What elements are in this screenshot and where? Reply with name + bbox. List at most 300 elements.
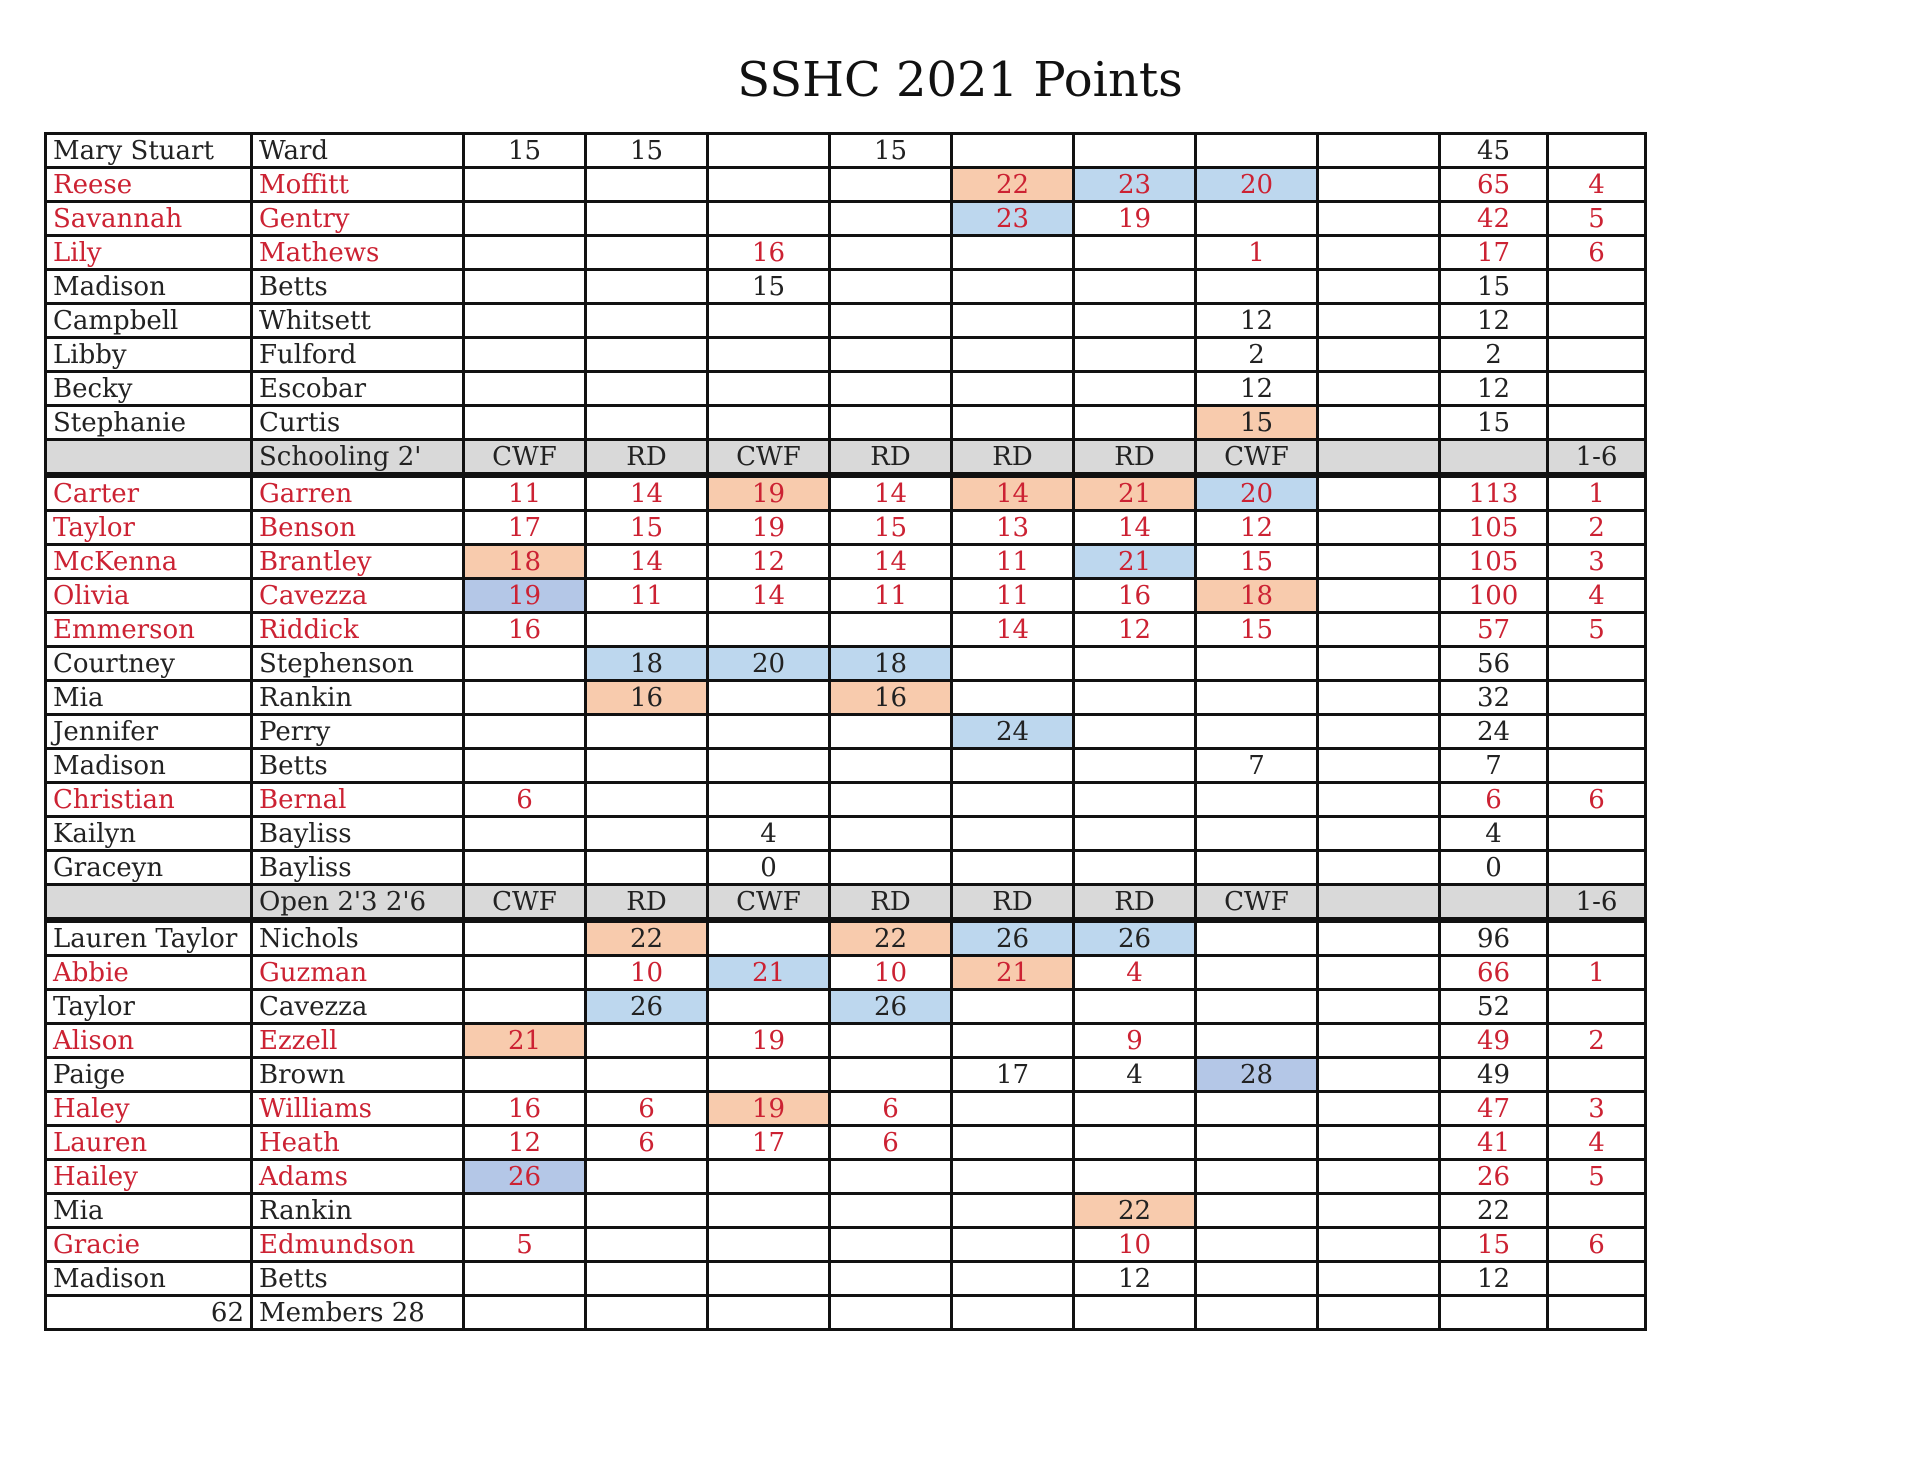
show-points-cell: 21 — [464, 1024, 586, 1058]
show-points-cell: 14 — [830, 475, 952, 511]
show-points-cell — [952, 749, 1074, 783]
first-name-cell: Madison — [46, 749, 252, 783]
show-points-cell: 7 — [1196, 749, 1318, 783]
rank-cell: 1 — [1548, 956, 1646, 990]
show-points-cell — [464, 372, 586, 406]
show-points-cell: 15 — [708, 270, 830, 304]
show-points-cell: 21 — [1074, 545, 1196, 579]
show-points-cell — [708, 920, 830, 956]
show-points-cell — [464, 990, 586, 1024]
show-points-cell — [1196, 1296, 1318, 1330]
rank-cell: 5 — [1548, 202, 1646, 236]
show-points-cell: 15 — [830, 134, 952, 168]
rank-cell: 2 — [1548, 1024, 1646, 1058]
show-points-cell: 6 — [464, 783, 586, 817]
show-points-cell — [586, 202, 708, 236]
last-name-cell: Mathews — [252, 236, 464, 270]
show-points-cell — [708, 783, 830, 817]
show-points-cell: 16 — [830, 681, 952, 715]
show-points-cell: 26 — [1074, 920, 1196, 956]
rank-cell: 5 — [1548, 1160, 1646, 1194]
show-points-cell: 20 — [708, 647, 830, 681]
first-name-cell: Lily — [46, 236, 252, 270]
rank-cell — [1548, 749, 1646, 783]
show-points-cell: 18 — [1196, 579, 1318, 613]
last-name-cell: Heath — [252, 1126, 464, 1160]
first-name-cell: Reese — [46, 168, 252, 202]
last-name-cell: Bernal — [252, 783, 464, 817]
first-name-cell: Taylor — [46, 511, 252, 545]
show-points-cell — [586, 613, 708, 647]
show-points-cell: 16 — [708, 236, 830, 270]
show-points-cell — [830, 1058, 952, 1092]
show-points-cell — [586, 1058, 708, 1092]
show-points-cell: 19 — [708, 1092, 830, 1126]
rank-cell: 2 — [1548, 511, 1646, 545]
show-points-cell — [830, 338, 952, 372]
show-points-cell: 26 — [464, 1160, 586, 1194]
show-points-cell: 9 — [1074, 1024, 1196, 1058]
show-points-cell: 24 — [952, 715, 1074, 749]
total-points-cell: 24 — [1440, 715, 1548, 749]
total-points-cell: 65 — [1440, 168, 1548, 202]
rank-cell — [1548, 1296, 1646, 1330]
show-points-cell: 11 — [952, 545, 1074, 579]
show-points-cell: 10 — [1074, 1228, 1196, 1262]
show-type-cell: CWF — [708, 885, 830, 921]
show-points-cell — [586, 338, 708, 372]
total-points-cell: 12 — [1440, 304, 1548, 338]
show-points-cell: 0 — [708, 851, 830, 885]
show-points-cell: 15 — [1196, 613, 1318, 647]
show-points-cell — [464, 920, 586, 956]
show-points-cell — [1318, 1092, 1440, 1126]
total-points-cell: 52 — [1440, 990, 1548, 1024]
rider-row — [46, 749, 1646, 783]
show-points-cell: 26 — [830, 990, 952, 1024]
show-points-cell — [952, 990, 1074, 1024]
show-points-cell — [586, 817, 708, 851]
rider-row — [46, 1024, 1646, 1058]
first-name-cell: Kailyn — [46, 817, 252, 851]
rank-cell — [1548, 920, 1646, 956]
last-name-cell: Bayliss — [252, 851, 464, 885]
show-points-cell — [464, 202, 586, 236]
show-points-cell: 14 — [586, 545, 708, 579]
show-points-cell — [1318, 681, 1440, 715]
rider-row — [46, 338, 1646, 372]
last-name-cell: Perry — [252, 715, 464, 749]
show-points-cell — [464, 304, 586, 338]
show-points-cell — [586, 749, 708, 783]
show-points-cell — [586, 1024, 708, 1058]
show-points-cell — [464, 1262, 586, 1296]
show-points-cell — [586, 372, 708, 406]
show-points-cell — [952, 236, 1074, 270]
total-points-cell: 49 — [1440, 1058, 1548, 1092]
show-points-cell — [1074, 681, 1196, 715]
page-title: SSHC 2021 Points — [737, 52, 1183, 108]
show-points-cell: 14 — [1074, 511, 1196, 545]
show-points-cell — [1318, 1160, 1440, 1194]
show-points-cell — [1196, 1024, 1318, 1058]
last-name-cell: Williams — [252, 1092, 464, 1126]
show-points-cell — [1318, 304, 1440, 338]
section-header-row — [46, 440, 1646, 476]
show-points-cell: 10 — [586, 956, 708, 990]
first-name-cell: Jennifer — [46, 715, 252, 749]
show-points-cell: 11 — [830, 579, 952, 613]
show-points-cell: 6 — [830, 1126, 952, 1160]
show-points-cell — [464, 956, 586, 990]
show-points-cell: 21 — [1074, 475, 1196, 511]
show-points-cell — [1074, 817, 1196, 851]
show-points-cell — [1196, 1228, 1318, 1262]
show-points-cell: 16 — [464, 1092, 586, 1126]
show-points-cell — [830, 715, 952, 749]
rider-row — [46, 304, 1646, 338]
show-points-cell — [952, 338, 1074, 372]
show-points-cell — [586, 406, 708, 440]
show-points-cell — [1318, 749, 1440, 783]
show-type-cell — [1318, 440, 1440, 476]
first-name-cell: Taylor — [46, 990, 252, 1024]
show-points-cell: 21 — [952, 956, 1074, 990]
total-points-cell: 15 — [1440, 406, 1548, 440]
show-points-cell — [708, 1058, 830, 1092]
rider-row — [46, 647, 1646, 681]
show-type-cell: CWF — [1196, 440, 1318, 476]
show-type-cell: CWF — [464, 885, 586, 921]
show-points-cell — [1196, 1160, 1318, 1194]
total-points-cell: 26 — [1440, 1160, 1548, 1194]
total-points-cell: 105 — [1440, 511, 1548, 545]
show-points-cell — [586, 270, 708, 304]
show-points-cell — [1318, 990, 1440, 1024]
total-points-cell: 57 — [1440, 613, 1548, 647]
first-name-cell: Mary Stuart — [46, 134, 252, 168]
show-points-cell — [1318, 1024, 1440, 1058]
first-name-cell: Alison — [46, 1024, 252, 1058]
rank-cell: 1-6 — [1548, 440, 1646, 476]
show-points-cell — [464, 406, 586, 440]
rank-cell — [1548, 372, 1646, 406]
total-points-cell: 15 — [1440, 270, 1548, 304]
show-points-cell: 19 — [464, 579, 586, 613]
show-points-cell — [830, 406, 952, 440]
rank-cell: 5 — [1548, 613, 1646, 647]
show-points-cell — [1074, 304, 1196, 338]
show-points-cell: 11 — [586, 579, 708, 613]
last-name-cell: Nichols — [252, 920, 464, 956]
show-points-cell — [1074, 647, 1196, 681]
show-points-cell — [1318, 715, 1440, 749]
show-points-cell — [952, 681, 1074, 715]
show-points-cell — [830, 783, 952, 817]
show-points-cell: 10 — [830, 956, 952, 990]
show-points-cell — [1318, 1126, 1440, 1160]
rider-row — [46, 1160, 1646, 1194]
show-points-cell: 19 — [708, 511, 830, 545]
rider-row — [46, 817, 1646, 851]
show-points-cell: 12 — [464, 1126, 586, 1160]
show-points-cell: 4 — [1074, 956, 1196, 990]
show-points-cell: 6 — [586, 1126, 708, 1160]
last-name-cell: Betts — [252, 270, 464, 304]
total-points-cell: 4 — [1440, 817, 1548, 851]
last-name-cell: Cavezza — [252, 990, 464, 1024]
first-name-cell: Libby — [46, 338, 252, 372]
footer-row — [46, 1296, 1646, 1330]
show-points-cell — [952, 372, 1074, 406]
show-points-cell — [1318, 1296, 1440, 1330]
show-points-cell: 12 — [1074, 1262, 1196, 1296]
rank-cell — [1548, 851, 1646, 885]
show-points-cell — [586, 783, 708, 817]
show-points-cell: 26 — [586, 990, 708, 1024]
rank-cell: 3 — [1548, 1092, 1646, 1126]
show-points-cell — [1074, 1126, 1196, 1160]
show-points-cell — [1196, 1262, 1318, 1296]
show-points-cell — [952, 1092, 1074, 1126]
show-points-cell — [830, 270, 952, 304]
show-points-cell — [1196, 851, 1318, 885]
rider-row — [46, 1194, 1646, 1228]
show-points-cell — [708, 304, 830, 338]
first-name-cell: Becky — [46, 372, 252, 406]
last-name-cell: Adams — [252, 1160, 464, 1194]
show-points-cell: 16 — [586, 681, 708, 715]
first-name-cell: Abbie — [46, 956, 252, 990]
show-points-cell: 14 — [830, 545, 952, 579]
rider-row — [46, 681, 1646, 715]
show-points-cell — [1318, 783, 1440, 817]
rider-row — [46, 236, 1646, 270]
show-points-cell — [1318, 202, 1440, 236]
total-points-cell — [1440, 885, 1548, 921]
rank-cell — [1548, 1194, 1646, 1228]
show-points-cell — [952, 1296, 1074, 1330]
total-points-cell: 22 — [1440, 1194, 1548, 1228]
first-name-cell: Madison — [46, 1262, 252, 1296]
rank-cell: 6 — [1548, 1228, 1646, 1262]
show-points-cell — [464, 338, 586, 372]
show-points-cell — [1318, 920, 1440, 956]
show-points-cell: 12 — [1074, 613, 1196, 647]
total-points-cell: 49 — [1440, 1024, 1548, 1058]
show-points-cell — [952, 783, 1074, 817]
show-points-cell: 16 — [1074, 579, 1196, 613]
show-points-cell: 13 — [952, 511, 1074, 545]
total-points-cell — [1440, 440, 1548, 476]
show-points-cell — [1074, 372, 1196, 406]
rider-row — [46, 270, 1646, 304]
last-name-cell: Betts — [252, 1262, 464, 1296]
show-points-cell — [1196, 681, 1318, 715]
show-points-cell — [1074, 338, 1196, 372]
last-name-cell: Riddick — [252, 613, 464, 647]
rank-cell — [1548, 338, 1646, 372]
show-points-cell — [1196, 270, 1318, 304]
show-points-cell — [830, 1228, 952, 1262]
last-name-cell: Ezzell — [252, 1024, 464, 1058]
show-points-cell — [1074, 1296, 1196, 1330]
show-points-cell — [1196, 817, 1318, 851]
rank-cell — [1548, 134, 1646, 168]
show-points-cell — [1318, 1228, 1440, 1262]
total-points-cell: 105 — [1440, 545, 1548, 579]
first-name-cell: Mia — [46, 1194, 252, 1228]
show-points-cell — [464, 817, 586, 851]
division-name-cell: Schooling 2' — [252, 440, 464, 476]
last-name-cell: Gentry — [252, 202, 464, 236]
show-points-cell: 19 — [708, 475, 830, 511]
last-name-cell: Ward — [252, 134, 464, 168]
total-points-cell: 0 — [1440, 851, 1548, 885]
show-points-cell — [1074, 783, 1196, 817]
show-type-cell: RD — [952, 885, 1074, 921]
show-points-cell: 19 — [1074, 202, 1196, 236]
show-points-cell — [830, 1194, 952, 1228]
show-points-cell — [952, 1024, 1074, 1058]
show-points-cell — [1196, 1126, 1318, 1160]
show-points-cell — [830, 851, 952, 885]
show-points-cell — [1318, 236, 1440, 270]
show-points-cell: 12 — [1196, 304, 1318, 338]
last-name-cell: Betts — [252, 749, 464, 783]
rider-row — [46, 168, 1646, 202]
total-points-cell: 56 — [1440, 647, 1548, 681]
rank-cell — [1548, 406, 1646, 440]
first-name-cell: Stephanie — [46, 406, 252, 440]
total-points-cell: 2 — [1440, 338, 1548, 372]
show-points-cell — [1318, 372, 1440, 406]
total-points-cell: 12 — [1440, 372, 1548, 406]
show-points-cell — [1196, 715, 1318, 749]
first-name-cell: Lauren Taylor — [46, 920, 252, 956]
show-points-cell: 14 — [586, 475, 708, 511]
show-points-cell — [1318, 1058, 1440, 1092]
show-points-cell — [1074, 715, 1196, 749]
table-body — [46, 134, 1646, 1330]
show-points-cell — [830, 749, 952, 783]
rank-cell — [1548, 817, 1646, 851]
show-points-cell — [586, 168, 708, 202]
last-name-cell: Bayliss — [252, 817, 464, 851]
show-points-cell: 15 — [586, 511, 708, 545]
show-points-cell: 26 — [952, 920, 1074, 956]
rank-cell — [1548, 990, 1646, 1024]
show-points-cell — [1074, 1092, 1196, 1126]
show-points-cell — [586, 236, 708, 270]
show-points-cell: 12 — [1196, 372, 1318, 406]
show-points-cell — [464, 236, 586, 270]
rider-row — [46, 1228, 1646, 1262]
last-name-cell: Curtis — [252, 406, 464, 440]
rank-cell: 1-6 — [1548, 885, 1646, 921]
show-points-cell: 4 — [708, 817, 830, 851]
total-points-cell: 12 — [1440, 1262, 1548, 1296]
show-points-cell: 21 — [708, 956, 830, 990]
last-name-cell: Escobar — [252, 372, 464, 406]
show-points-cell — [1318, 406, 1440, 440]
points-table — [44, 132, 1647, 1331]
total-points-cell: 45 — [1440, 134, 1548, 168]
show-points-cell — [1318, 338, 1440, 372]
show-points-cell — [952, 647, 1074, 681]
show-points-cell — [830, 817, 952, 851]
total-points-cell: 42 — [1440, 202, 1548, 236]
rank-cell — [1548, 681, 1646, 715]
show-points-cell: 22 — [952, 168, 1074, 202]
rank-cell — [1548, 270, 1646, 304]
last-name-cell: Whitsett — [252, 304, 464, 338]
show-points-cell — [1318, 1262, 1440, 1296]
rider-row — [46, 579, 1646, 613]
show-points-cell: 22 — [830, 920, 952, 956]
show-points-cell — [1318, 1194, 1440, 1228]
show-points-cell — [830, 236, 952, 270]
last-name-cell: Moffitt — [252, 168, 464, 202]
show-points-cell — [1196, 1092, 1318, 1126]
show-points-cell — [708, 406, 830, 440]
total-points-cell: 113 — [1440, 475, 1548, 511]
show-points-cell — [586, 715, 708, 749]
show-points-cell: 18 — [586, 647, 708, 681]
first-name-cell: Christian — [46, 783, 252, 817]
show-points-cell — [708, 1228, 830, 1262]
total-points-cell: 15 — [1440, 1228, 1548, 1262]
first-name-cell: Emmerson — [46, 613, 252, 647]
show-points-cell — [708, 1296, 830, 1330]
show-points-cell: 15 — [1196, 406, 1318, 440]
first-name-cell: Graceyn — [46, 851, 252, 885]
show-type-cell: CWF — [1196, 885, 1318, 921]
show-points-cell: 14 — [708, 579, 830, 613]
show-type-cell — [1318, 885, 1440, 921]
show-points-cell — [464, 1058, 586, 1092]
rank-cell: 3 — [1548, 545, 1646, 579]
division-name-cell: Open 2'3 2'6 — [252, 885, 464, 921]
last-name-cell: Rankin — [252, 681, 464, 715]
show-type-cell: RD — [830, 440, 952, 476]
show-points-cell — [1318, 545, 1440, 579]
last-name-cell: Edmundson — [252, 1228, 464, 1262]
show-points-cell — [1074, 990, 1196, 1024]
show-points-cell — [952, 817, 1074, 851]
show-points-cell — [830, 1296, 952, 1330]
last-name-cell: Fulford — [252, 338, 464, 372]
total-points-cell: 32 — [1440, 681, 1548, 715]
show-points-cell — [708, 749, 830, 783]
show-points-cell: 23 — [1074, 168, 1196, 202]
rank-cell: 1 — [1548, 475, 1646, 511]
show-points-cell — [1318, 475, 1440, 511]
rank-cell — [1548, 647, 1646, 681]
show-points-cell — [952, 406, 1074, 440]
member-count-cell: 62 — [46, 1296, 252, 1330]
total-points-cell: 100 — [1440, 579, 1548, 613]
show-points-cell: 20 — [1196, 168, 1318, 202]
show-points-cell: 14 — [952, 475, 1074, 511]
show-points-cell — [1318, 579, 1440, 613]
show-type-cell: RD — [952, 440, 1074, 476]
show-points-cell — [1074, 1160, 1196, 1194]
show-points-cell — [1318, 134, 1440, 168]
section-header-row — [46, 885, 1646, 921]
show-points-cell — [586, 1262, 708, 1296]
show-points-cell: 15 — [586, 134, 708, 168]
